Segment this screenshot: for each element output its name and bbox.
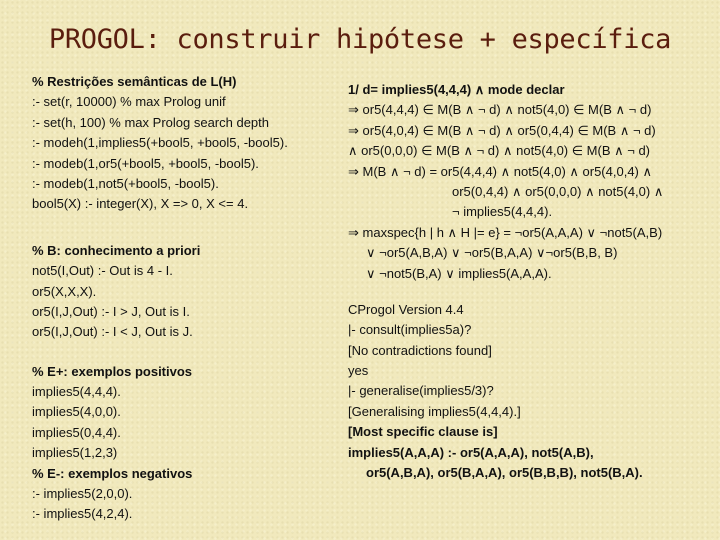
background-comment: % B: conhecimento a priori (32, 242, 201, 258)
session-line: yes (348, 363, 369, 379)
derivation-line: ¬ implies5(4,4,4). (452, 204, 553, 220)
code-line: :- modeh(1,implies5(+bool5, +bool5, -bool5). (32, 135, 288, 151)
code-line: or5(I,J,Out) :- I > J, Out is I. (32, 303, 190, 319)
code-line: implies5(0,4,4). (32, 424, 121, 440)
derivation-heading: 1/ d= implies5(4,4,4) ∧ mode declar (348, 82, 565, 97)
derivation-line: ⇒ maxspec{h | h ∧ H |= e} = ¬or5(A,A,A) ∨ ¬not5(A,B) (348, 224, 663, 240)
session-line: [Most specific clause is] (348, 424, 498, 440)
code-line: not5(I,Out) :- Out is 4 - I. (32, 263, 173, 279)
session-line: |- consult(implies5a)? (348, 322, 472, 338)
code-line: :- set(r, 10000) % max Prolog unif (32, 94, 226, 110)
session-line: [Generalising implies5(4,4,4).] (348, 403, 521, 419)
session-line: CProgol Version 4.4 (348, 301, 464, 317)
code-line: :- modeb(1,or5(+bool5, +bool5, -bool5). (32, 155, 259, 171)
derivation-line: ⇒ or5(4,4,4) ∈ M(B ∧ ¬ d) ∧ not5(4,0) ∈ M(B ∧ ¬ d) (348, 102, 652, 118)
positive-examples-comment: % E+: exemplos positivos (32, 363, 193, 379)
code-line: :- implies5(4,2,4). (32, 506, 133, 522)
code-line: :- implies5(2,0,0). (32, 486, 133, 502)
code-line: or5(I,J,Out) :- I < J, Out is J. (32, 324, 193, 340)
examples-block (32, 362, 342, 525)
session-line: [No contradictions found] (348, 342, 492, 358)
code-line: implies5(4,4,4). (32, 384, 121, 400)
session-line: |- generalise(implies5/3)? (348, 383, 494, 399)
session-block (348, 300, 713, 484)
code-line: :- set(h, 100) % max Prolog search depth (32, 114, 270, 130)
session-line: or5(A,B,A), or5(B,A,A), or5(B,B,B), not5(B,A). (366, 465, 643, 481)
negative-examples-comment: % E-: exemplos negativos (32, 465, 193, 481)
derivation-line: ∨ ¬or5(A,B,A) ∨ ¬or5(B,A,A) ∨¬or5(B,B, B) (366, 245, 618, 261)
code-line: implies5(1,2,3) (32, 445, 118, 461)
code-line: :- modeb(1,not5(+bool5, -bool5). (32, 175, 219, 191)
session-line: implies5(A,A,A) :- or5(A,A,A), not5(A,B), (348, 444, 594, 460)
slide-title: PROGOL: construir hipótese + específica (48, 24, 672, 55)
constraints-block (32, 72, 342, 215)
derivation-line: or5(0,4,4) ∧ or5(0,0,0) ∧ not5(4,0) ∧ (452, 183, 664, 199)
derivation-line: ⇒ M(B ∧ ¬ d) = or5(4,4,4) ∧ not5(4,0) ∧ or5(4,0,4) ∧ (348, 163, 653, 179)
derivation-line: ∨ ¬not5(B,A) ∨ implies5(A,A,A). (366, 265, 552, 281)
background-block (32, 241, 342, 343)
constraints-comment: % Restrições semânticas de L(H) (32, 74, 237, 89)
left-column (32, 72, 342, 525)
code-line: bool5(X) :- integer(X), X => 0, X <= 4. (32, 196, 249, 212)
derivation-line: ∧ or5(0,0,0) ∈ M(B ∧ ¬ d) ∧ not5(4,0) ∈ M(B ∧ ¬ d) (348, 143, 651, 159)
code-line: or5(X,X,X). (32, 283, 97, 299)
code-line: implies5(4,0,0). (32, 404, 121, 420)
derivation-block (348, 80, 713, 284)
right-column (348, 80, 713, 483)
derivation-line: ⇒ or5(4,0,4) ∈ M(B ∧ ¬ d) ∧ or5(0,4,4) ∈ M(B ∧ ¬ d) (348, 122, 656, 138)
